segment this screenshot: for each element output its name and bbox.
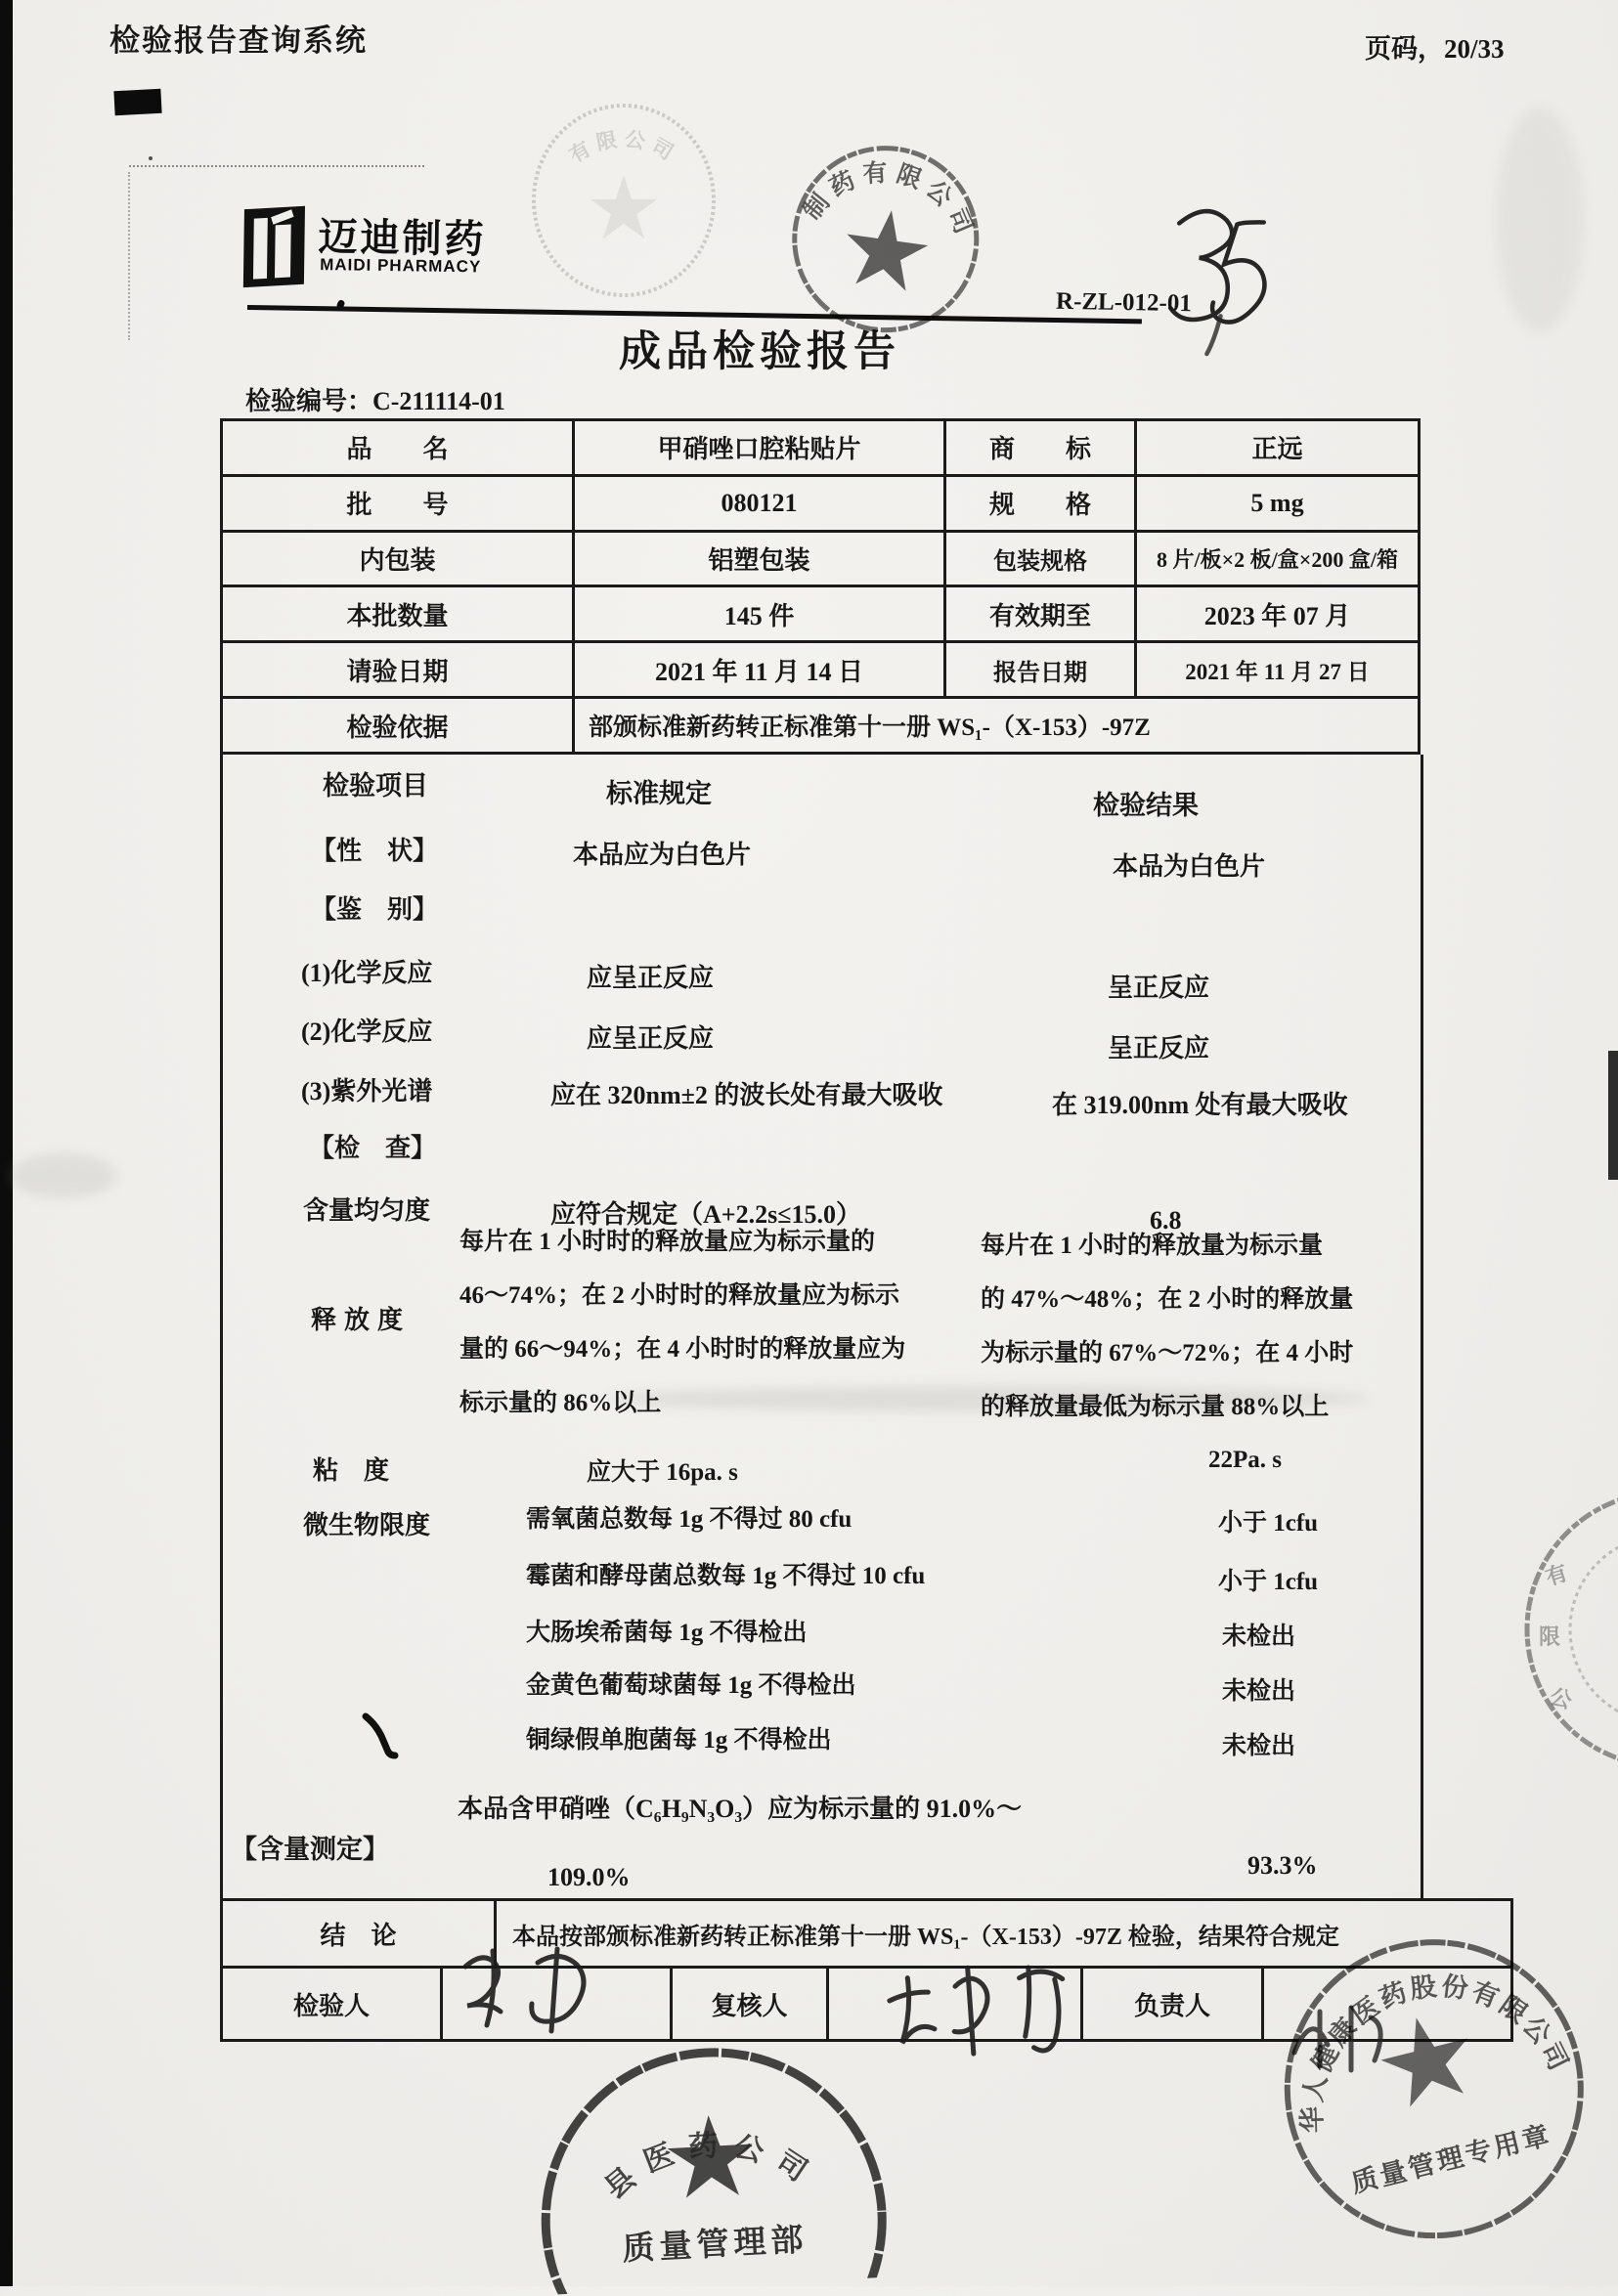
value-report-date: 2021 年 11 月 27 日: [1136, 642, 1420, 698]
item-viscosity-label: 粘 度: [313, 1456, 390, 1485]
value-product-name: 甲硝唑口腔粘贴片: [574, 420, 945, 476]
stamp-right-edge: [1506, 1478, 1618, 1781]
item-appearance-label: 【性 状】: [311, 837, 439, 865]
micro-res-line2: 小于 1cfu: [1218, 1569, 1319, 1595]
stamp-bottom-right-center-text: 质量管理专用章: [1348, 2119, 1555, 2198]
value-conclusion: 本品按部颁标准新药转正标准第十一册 WS₁-（X-153）-97Z 检验，结果符合规定: [496, 1900, 1512, 1968]
release-std-line4: 标示量的 86%以上: [459, 1390, 662, 1416]
label-basis: 检验依据: [222, 698, 574, 754]
micro-res-line5: 未检出: [1222, 1733, 1296, 1759]
table-row: [222, 586, 1420, 642]
item-uv-std: 应在 320nm±2 的波长处有最大吸收: [550, 1081, 943, 1109]
label-inspector: 检验人: [222, 1968, 442, 2041]
label-spec: 规 格: [945, 475, 1136, 531]
item-micro-label: 微生物限度: [303, 1511, 431, 1539]
page-title: 成品检验报告: [619, 329, 900, 375]
micro-std-line3: 大肠埃希菌每 1g 不得检出: [526, 1620, 808, 1646]
label-batch-no: 批 号: [222, 475, 574, 531]
release-res-line4: 的释放量最低为标示量 88%以上: [981, 1394, 1330, 1420]
scan-topleft-mark: [113, 89, 161, 115]
scan-left-edge-strip: [0, 0, 13, 2286]
label-pack-spec: 包装规格: [945, 531, 1136, 586]
col-header-item: 检验项目: [323, 771, 428, 801]
item-chem2-std: 应呈正反应: [587, 1024, 715, 1053]
value-trademark: 正远: [1136, 420, 1420, 476]
item-assay-label: 【含量测定】: [231, 1835, 389, 1864]
label-reviewer: 复核人: [672, 1968, 828, 2041]
release-res-line2: 的 47%～48%；在 2 小时的释放量: [981, 1286, 1354, 1313]
value-inner-pack: 铝塑包装: [574, 531, 945, 586]
stamp-top-right-arc-text: 制药有限公司: [799, 159, 980, 244]
item-viscosity-std: 应大于 16pa. s: [587, 1459, 738, 1486]
info-table: [220, 418, 1421, 755]
label-batch-qty: 本批数量: [222, 586, 574, 642]
stamp-bottom-center-text: 质量管理部: [621, 2222, 809, 2268]
value-basis: 部颁标准新药转正标准第十一册 WS₁-（X-153）-97Z: [574, 698, 1420, 754]
scan-dot-2: [149, 156, 153, 160]
logo-cn-text: 迈迪制药: [318, 216, 487, 262]
label-report-date: 报告日期: [945, 642, 1136, 698]
table-row: [222, 642, 1420, 698]
item-uv-label: (3)紫外光谱: [301, 1077, 433, 1105]
release-std-line2: 46～74%；在 2 小时时的释放量应为标示: [459, 1282, 900, 1309]
label-request-date: 请验日期: [222, 642, 574, 698]
assay-std-line1: 本品含甲硝唑（C₆H₉N₃O₃）应为标示量的 91.0%～: [458, 1795, 1023, 1823]
reviewer-signature: [871, 1947, 1104, 2080]
stamp-bottom-right-arc-text: 华人健康医药股份有限公司: [1297, 1971, 1575, 2134]
label-product-name: 品 名: [222, 420, 574, 476]
label-inner-pack: 内包装: [222, 531, 574, 586]
table-row: [222, 420, 1420, 476]
item-chem1-std: 应呈正反应: [587, 964, 715, 992]
item-appearance-res: 本品为白色片: [1113, 852, 1266, 881]
logo-building-icon: [243, 206, 305, 287]
item-uniformity-std: 应符合规定（A+2.2s≤15.0）: [550, 1200, 861, 1229]
item-uniformity-label: 含量均匀度: [303, 1196, 431, 1225]
scan-smudge-2: [10, 1153, 117, 1198]
item-release-label: 释放度: [311, 1306, 412, 1334]
scan-dotted-vline: [128, 172, 130, 340]
stamp-bottom-center-arc-text: 县医药公司: [598, 2129, 824, 2206]
report-number: 检验编号：C-211114-01: [245, 387, 505, 415]
item-identification-label: 【鉴 别】: [311, 895, 439, 924]
scan-dotted-line: [129, 165, 424, 167]
micro-res-line4: 未检出: [1222, 1678, 1296, 1705]
stamp-right-edge-char: 公: [1547, 1683, 1575, 1713]
assay-res: 93.3%: [1247, 1851, 1318, 1880]
release-std-line1: 每片在 1 小时时的释放量应为标示量的: [459, 1229, 876, 1255]
value-spec: 5 mg: [1136, 475, 1420, 531]
value-expiry: 2023 年 07 月: [1136, 586, 1420, 642]
item-chem2-res: 呈正反应: [1108, 1034, 1210, 1062]
stamp-right-edge-char: 有: [1542, 1560, 1571, 1590]
item-uv-res: 在 319.00nm 处有最大吸收: [1052, 1091, 1348, 1119]
inspector-signature: [448, 1937, 634, 2040]
micro-std-line2: 霉菌和酵母菌总数每 1g 不得过 10 cfu: [526, 1563, 926, 1589]
item-chem1-label: (1)化学反应: [301, 959, 433, 987]
item-viscosity-res: 22Pa. s: [1208, 1447, 1282, 1473]
table-row: [222, 531, 1420, 586]
system-title: 检验报告查询系统: [109, 23, 368, 58]
item-inspection-label: 【检 查】: [309, 1134, 437, 1162]
table-row: [222, 475, 1420, 531]
item-chem1-res: 呈正反应: [1108, 974, 1210, 1002]
assay-std-line2: 109.0%: [547, 1863, 631, 1891]
scan-right-edge-mark: [1608, 1051, 1618, 1180]
micro-std-line5: 铜绿假单胞菌每 1g 不得检出: [526, 1727, 832, 1754]
stamp-top-center-arc-text: 有限公司: [565, 126, 682, 168]
stamp-top-center: [526, 98, 725, 307]
page-number: 页码，20/33: [1365, 34, 1505, 64]
col-header-standard: 标准规定: [606, 779, 712, 808]
pen-tick-mark: [358, 1711, 403, 1761]
label-approver: 负责人: [1082, 1968, 1263, 2041]
micro-std-line4: 金黄色葡萄球菌每 1g 不得检出: [526, 1672, 856, 1699]
release-std-line3: 量的 66～94%；在 4 小时时的释放量应为: [459, 1336, 906, 1363]
svg-text:有限公司: [565, 127, 682, 168]
micro-res-line3: 未检出: [1222, 1624, 1296, 1650]
release-res-line3: 为标示量的 67%～72%；在 4 小时: [981, 1340, 1354, 1366]
release-res-line1: 每片在 1 小时的释放量为标示量: [981, 1233, 1324, 1259]
value-batch-no: 080121: [574, 475, 945, 531]
table-row: [222, 698, 1420, 754]
results-section: [220, 755, 1423, 1901]
scan-smudge-3: [1496, 108, 1584, 332]
label-expiry: 有效期至: [945, 586, 1136, 642]
stamp-top-right: [761, 115, 1015, 374]
stamp-right-edge-char: 限: [1539, 1625, 1561, 1649]
item-chem2-label: (2)化学反应: [301, 1018, 433, 1046]
form-code: R-ZL-012-01: [1055, 287, 1193, 318]
micro-std-line1: 需氧菌总数每 1g 不得过 80 cfu: [526, 1506, 853, 1533]
stamp-bottom-center: [514, 2025, 908, 2296]
logo-en-text: MAIDI PHARMACY: [320, 255, 482, 277]
item-uniformity-res: 6.8: [1150, 1206, 1182, 1235]
value-request-date: 2021 年 11 月 14 日: [574, 642, 945, 698]
micro-res-line1: 小于 1cfu: [1218, 1510, 1319, 1537]
item-appearance-std: 本品应为白色片: [573, 841, 752, 869]
label-trademark: 商 标: [945, 420, 1136, 476]
col-header-result: 检验结果: [1093, 791, 1199, 820]
value-batch-qty: 145 件: [574, 586, 945, 642]
label-conclusion: 结 论: [222, 1900, 496, 1968]
handwritten-number: [1147, 195, 1290, 373]
value-pack-spec: 8 片/板×2 板/盒×200 盒/箱: [1136, 531, 1420, 586]
